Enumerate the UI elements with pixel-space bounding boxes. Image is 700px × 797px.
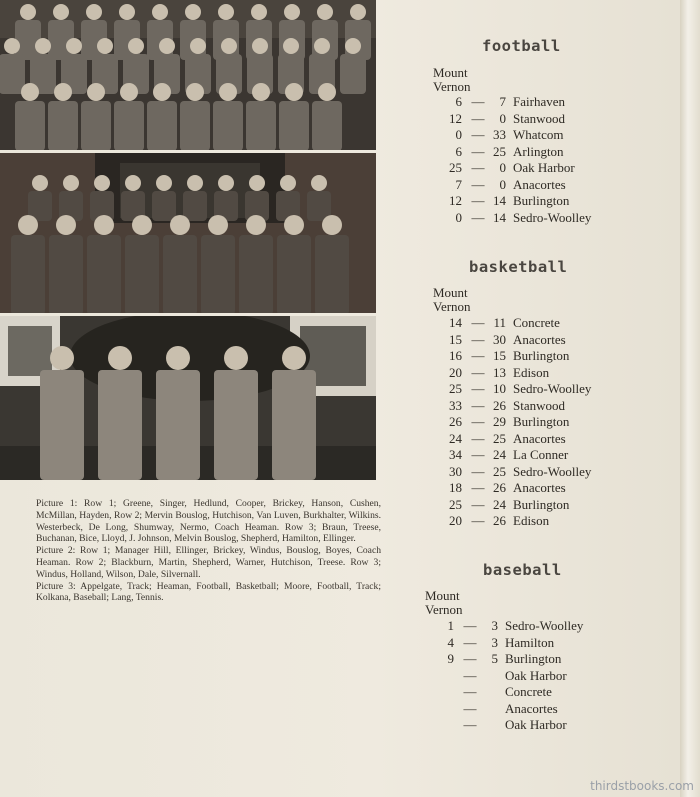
opponent-score: 3: [491, 618, 498, 633]
opponent-name: Concrete: [505, 684, 552, 699]
score-row: [412, 618, 652, 635]
score-dash: —: [471, 94, 485, 109]
opponent-name: Hamilton: [505, 634, 555, 650]
mount-vernon-score: 12: [449, 110, 462, 126]
score-row: [420, 193, 660, 210]
opponent-name: Sedro-Woolley: [513, 381, 592, 396]
score-row: [412, 701, 652, 718]
score-dash: —: [471, 397, 485, 413]
mount-vernon-score: 4: [447, 634, 454, 650]
score-dash: —: [471, 513, 485, 528]
score-dash: —: [463, 700, 477, 716]
score-dash: —: [471, 447, 485, 462]
opponent-name: Burlington: [513, 348, 570, 363]
score-dash: —: [471, 127, 485, 142]
score-dash: —: [471, 430, 485, 446]
score-row: [420, 497, 660, 514]
basketball-mount-vernon-label: Mount Vernon: [433, 285, 471, 314]
opponent-name: Sedro-Woolley: [505, 618, 584, 633]
coaches-illustration: [0, 316, 376, 480]
mount-vernon-score: 15: [449, 331, 462, 347]
score-dash: —: [463, 667, 477, 683]
score-dash: —: [471, 331, 485, 347]
opponent-name: Burlington: [513, 414, 570, 429]
mount-vernon-score: 12: [449, 193, 462, 208]
baseball-heading: baseball: [483, 561, 562, 579]
opponent-score: 0: [499, 110, 506, 126]
score-dash: —: [463, 684, 477, 699]
mount-vernon-score: 9: [447, 651, 454, 666]
opponent-name: Anacortes: [513, 430, 566, 446]
score-row: [412, 684, 652, 701]
team-photo-basketball: [0, 153, 376, 313]
score-dash: —: [471, 480, 485, 495]
score-row: [420, 210, 660, 227]
opponent-score: 14: [493, 193, 506, 208]
opponent-name: Oak Harbor: [505, 717, 567, 732]
opponent-name: Edison: [513, 364, 550, 380]
score-row: [420, 94, 660, 111]
score-row: [420, 177, 660, 194]
mount-vernon-score: 24: [449, 430, 462, 446]
photo-captions: [36, 498, 381, 604]
opponent-name: Burlington: [513, 193, 570, 208]
score-row: [420, 365, 660, 382]
opponent-score: 24: [493, 496, 506, 512]
mount-vernon-score: 34: [449, 447, 462, 462]
opponent-score: 11: [493, 315, 506, 330]
score-dash: —: [471, 160, 485, 175]
mount-vernon-score: 6: [455, 143, 462, 159]
score-dash: —: [471, 348, 485, 363]
score-row: [420, 315, 660, 332]
opponent-score: 25: [493, 463, 506, 479]
score-row: [420, 513, 660, 530]
score-dash: —: [463, 717, 477, 732]
opponent-name: La Conner: [513, 447, 569, 462]
score-row: [420, 348, 660, 365]
score-dash: —: [463, 634, 477, 650]
mount-vernon-score: 20: [449, 364, 462, 380]
opponent-name: Stanwood: [513, 397, 565, 413]
score-dash: —: [471, 209, 485, 225]
basketball-heading: basketball: [469, 258, 568, 276]
opponent-name: Arlington: [513, 143, 564, 159]
score-row: [420, 381, 660, 398]
page-gutter: [680, 0, 700, 797]
score-dash: —: [471, 414, 485, 429]
score-row: [420, 480, 660, 497]
mount-vernon-score: 20: [449, 513, 462, 528]
score-row: [420, 447, 660, 464]
score-dash: —: [471, 315, 485, 330]
mount-vernon-score: 7: [455, 176, 462, 192]
opponent-name: Anacortes: [505, 700, 558, 716]
opponent-name: Concrete: [513, 315, 560, 330]
score-row: [412, 651, 652, 668]
score-dash: —: [463, 618, 477, 633]
mount-vernon-score: 25: [449, 160, 462, 175]
basketball-results: [420, 315, 660, 530]
mount-vernon-score: 1: [447, 618, 454, 633]
basketball-team-illustration: [0, 153, 376, 313]
watermark-text: thirdstbooks.com: [590, 779, 694, 793]
score-row: [412, 717, 652, 734]
opponent-name: Burlington: [513, 496, 570, 512]
caption-picture-2: Picture 2: Row 1; Manager Hill, Ellinger, Brickey, Windus, Bouslog, Boyes, Coach Heaman. Row 2; Blackburn, Martin, Shepherd, Warner, Hutchison, Treese. Row 3; Windus, Holland, Wilson, Dale, Silvernall.: [36, 545, 381, 580]
opponent-score: 15: [493, 348, 506, 363]
opponent-name: Anacortes: [513, 176, 566, 192]
score-dash: —: [471, 193, 485, 208]
score-dash: —: [463, 651, 477, 666]
opponent-score: 14: [493, 209, 506, 225]
opponent-name: Sedro-Woolley: [513, 463, 592, 479]
football-team-illustration: [0, 0, 376, 150]
opponent-score: 13: [493, 364, 506, 380]
football-mount-vernon-label: Mount Vernon: [433, 65, 471, 94]
score-row: [420, 144, 660, 161]
team-photo-football: [0, 0, 376, 150]
score-row: [420, 127, 660, 144]
score-dash: —: [471, 176, 485, 192]
score-row: [420, 332, 660, 349]
score-row: [420, 414, 660, 431]
baseball-results: [412, 618, 652, 734]
mount-vernon-score: 6: [455, 94, 462, 109]
opponent-score: 26: [493, 397, 506, 413]
opponent-score: 26: [493, 480, 506, 495]
mount-vernon-score: 18: [449, 480, 462, 495]
mount-vernon-score: 0: [455, 209, 462, 225]
opponent-score: 5: [491, 651, 498, 666]
opponent-score: 3: [491, 634, 498, 650]
opponent-name: Anacortes: [513, 480, 566, 495]
opponent-score: 33: [493, 127, 506, 142]
mount-vernon-score: 16: [449, 348, 462, 363]
football-heading: football: [482, 37, 561, 55]
caption-picture-3: Picture 3: Appelgate, Track; Heaman, Football, Basketball; Moore, Football, Track; Kolkana, Baseball; Lang, Tennis.: [36, 580, 381, 604]
mount-vernon-score: 0: [455, 127, 462, 142]
score-dash: —: [471, 110, 485, 126]
opponent-name: Whatcom: [513, 127, 564, 142]
score-row: [420, 431, 660, 448]
opponent-name: Oak Harbor: [505, 667, 567, 683]
mount-vernon-score: 25: [449, 496, 462, 512]
opponent-name: Oak Harbor: [513, 160, 575, 175]
opponent-name: Fairhaven: [513, 94, 565, 109]
score-dash: —: [471, 143, 485, 159]
opponent-score: 25: [493, 143, 506, 159]
opponent-score: 29: [493, 414, 506, 429]
opponent-score: 30: [493, 331, 506, 347]
mount-vernon-score: 33: [449, 397, 462, 413]
score-row: [420, 398, 660, 415]
score-dash: —: [471, 496, 485, 512]
coaches-photo: [0, 316, 376, 480]
mount-vernon-score: 26: [449, 414, 462, 429]
score-dash: —: [471, 463, 485, 479]
score-row: [412, 635, 652, 652]
opponent-score: 0: [499, 176, 506, 192]
score-row: [412, 668, 652, 685]
score-row: [420, 464, 660, 481]
opponent-score: 25: [493, 430, 506, 446]
opponent-score: 10: [493, 381, 506, 396]
score-dash: —: [471, 381, 485, 396]
mount-vernon-score: 25: [449, 381, 462, 396]
score-row: [420, 111, 660, 128]
mount-vernon-score: 30: [449, 463, 462, 479]
score-dash: —: [471, 364, 485, 380]
baseball-mount-vernon-label: Mount Vernon: [425, 588, 463, 617]
caption-picture-1: Picture 1: Row 1; Greene, Singer, Hedlund, Cooper, Brickey, Hanson, Cushen, McMillan, Hayden, Row 2; Mervin Bouslog, Hutchison, Van Luven, Burkhalter, Wilkins. Westerbeck, De Long, Shumway, Nermo, Coach Heaman. Row 3; Braun, Treese, Buchanan, Bice, Lloyd, J. Johnson, Melvin Bouslog, Shepherd, Hamilton, Ellinger.: [36, 498, 381, 545]
opponent-name: Burlington: [505, 651, 562, 666]
football-results: [420, 94, 660, 226]
mount-vernon-score: 14: [449, 315, 462, 330]
opponent-name: Stanwood: [513, 110, 565, 126]
score-row: [420, 160, 660, 177]
opponent-score: 7: [499, 94, 506, 109]
opponent-score: 26: [493, 513, 506, 528]
opponent-name: Sedro-Woolley: [513, 209, 592, 225]
opponent-score: 24: [493, 447, 506, 462]
opponent-name: Edison: [513, 513, 550, 528]
opponent-score: 0: [499, 160, 506, 175]
opponent-name: Anacortes: [513, 331, 566, 347]
